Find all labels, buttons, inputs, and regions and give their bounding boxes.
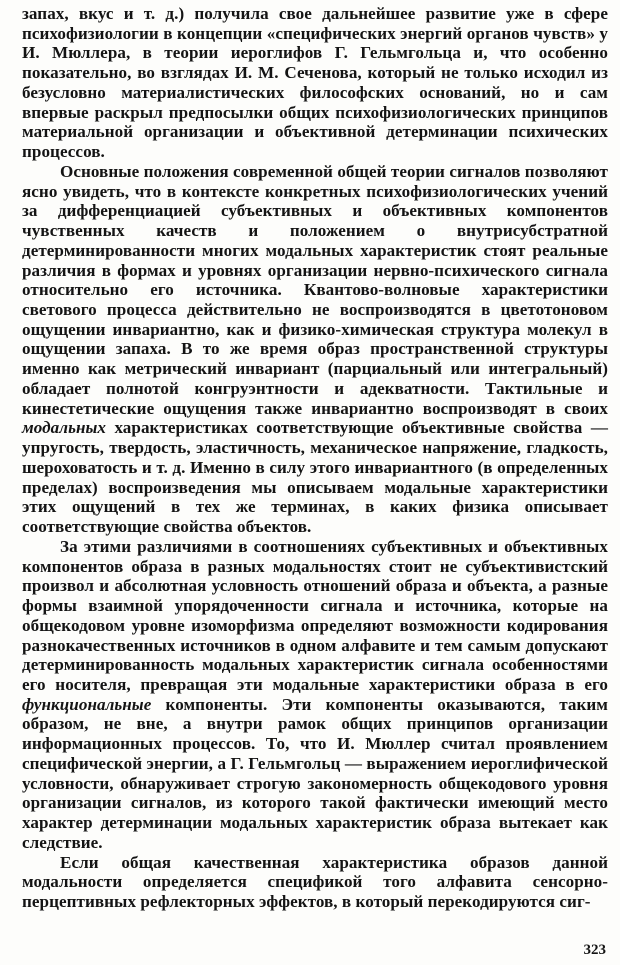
italic-term: модальных: [22, 418, 106, 438]
paragraph: [22, 853, 608, 912]
text-run: характеристиках соответствующие объективные свойства — упругость, твердость, эластичность, механическое напряжение, гладкость, шероховатость и т. д. Именно в силу этого инвариантного (в определенных пределах) воспроизведения мы описываем модальные характеристики этих ощущений в тех же терминах, в каких физика описывает соответствующие свойства объектов.: [22, 418, 608, 537]
page-number: 323: [583, 942, 606, 958]
paragraph: [22, 537, 608, 853]
paragraph: [22, 4, 608, 162]
text-run: Если общая качественная характеристика образов данной модальности определяется спецификой того алфавита сенсорно-перцептивных рефлекторных эффектов, в который перекодируются сиг-: [22, 852, 608, 912]
italic-term: функциональные: [22, 694, 152, 714]
text-run: запах, вкус и т. д.) получила свое дальнейшее развитие уже в сфере психофизиологии в концепции «специфических энергий органов чувств» у И. Мюллера, в теории иероглифов Г. Гельмгольца и, что особенно показательно, во взглядах И. М. Сеченова, который не только исходил из безусловно материалистических философских оснований, но и сам впервые раскрыл предпосылки общих психофизиологических принципов материальной организации и объективной детерминации психических процессов.: [22, 4, 608, 162]
text-run: Основные положения современной общей теории сигналов позволяют ясно увидеть, что в контексте конкретных психофизиологических учений за дифференциацией субъективных и объективных компонентов чувственных качеств и положением о внутрисубстратной детерминированности многих модальных характеристик стоят реальные различия в формах и уровнях организации нервно-психического сигнала относительно его источника. Квантово-волновые характеристики светового процесса действительно не воспроизводятся в цветотоновом ощущении инвариантно, как и физико-химическая структура молекул в ощущении запаха. В то же время образ пространственной структуры именно как метрический инвариант (парциальный или интегральный) обладает полнотой конгруэнтности и адекватности. Тактильные и кинестетические ощущения также инвариантно воспроизводят в своих: [22, 161, 608, 418]
text-run: За этими различиями в соотношениях субъективных и объективных компонентов образа в разных модальностях стоит не субъективистский произвол и абсолютная условность отношений образа и объекта, а разные формы взаимной упорядоченности сигнала и источника, которые на общекодовом уровне изоморфизма определяют возможности кодирования разнокачественных источников в одном алфавите и тем самым допускают детерминированность модальных характеристик сигнала особенностями его носителя, превращая эти модальные характеристики образа в его: [22, 536, 608, 694]
text-run: компоненты. Эти компоненты оказываются, таким образом, не вне, а внутри рамок общих принципов организации информационных процессов. То, что И. Мюллер считал проявлением специфической энергии, а Г. Гельмгольц — выражением иероглифической условности, обнаруживает строгую закономерность общекодового уровня организации сигналов, из которого такой фактически имеющий место характер детерминации модальных характеристик образа вытекает как следствие.: [22, 694, 608, 852]
paragraph: [22, 162, 608, 537]
body-text: [22, 4, 608, 912]
